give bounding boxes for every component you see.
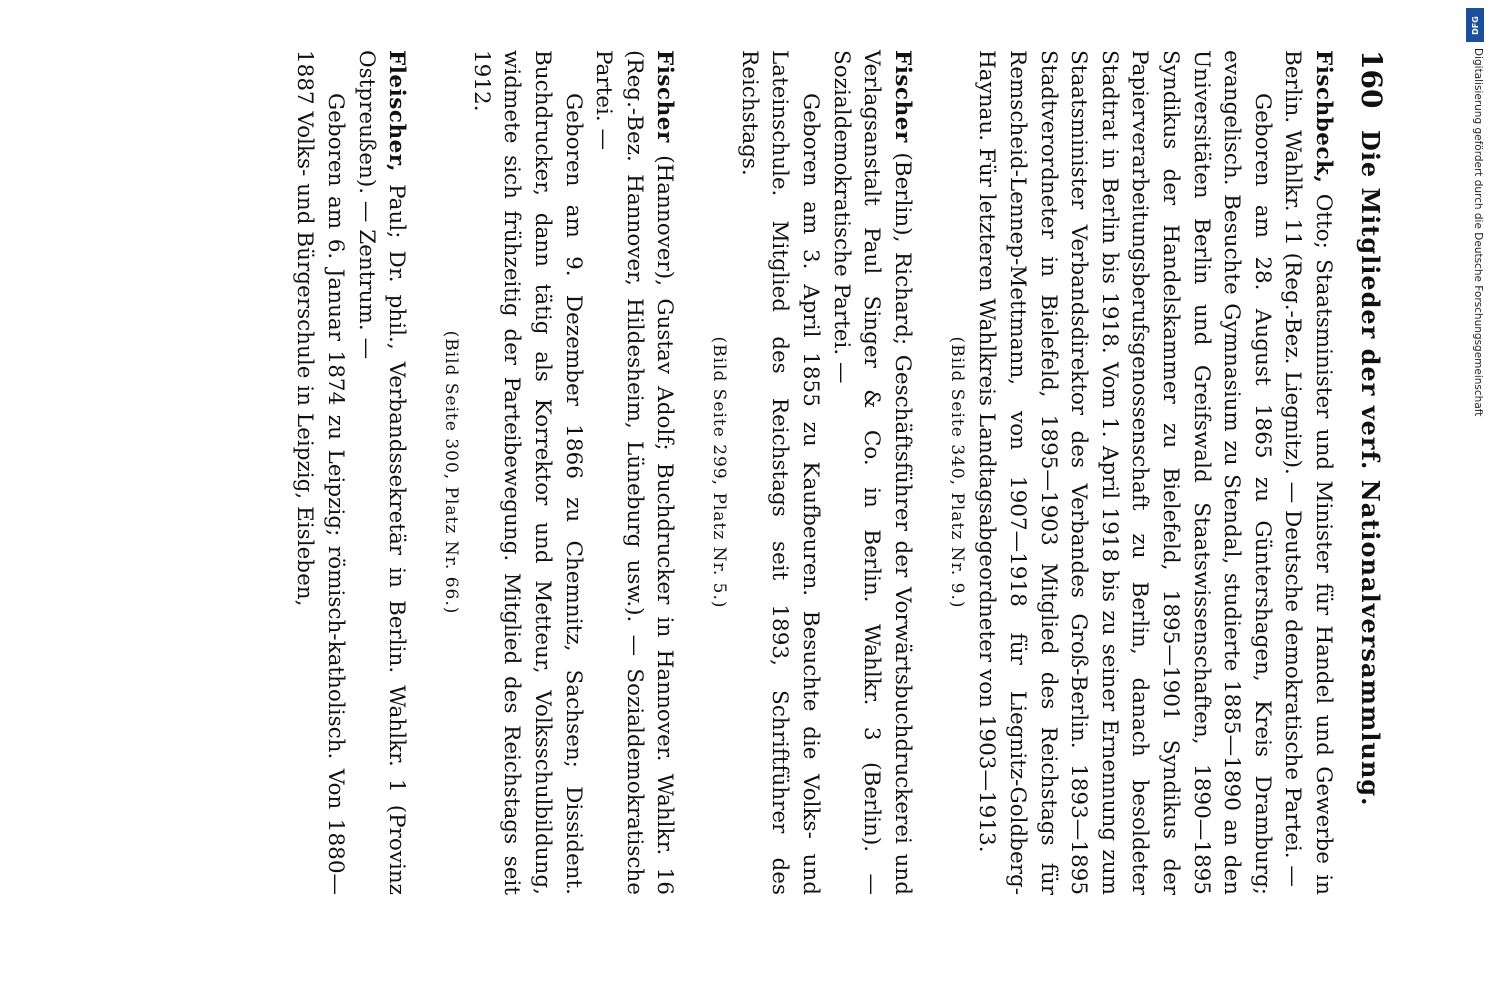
page-body xyxy=(88,50,1388,895)
entry-name: Fleischer, xyxy=(384,50,410,173)
page-number: 160 xyxy=(1355,50,1388,109)
funding-notice: Digitalisierung gefördert durch die Deutsche Forschungsgemeinschaft xyxy=(1472,48,1484,417)
biography-entry xyxy=(947,50,1338,895)
entry-summary: Paul; Dr. phil., Verbandssekretär in Berlin. Wahlkr. 1 (Provinz Ostpreußen). — Zentrum. — xyxy=(353,50,410,895)
image-reference: (Bild Seite 299, Platz Nr. 5.) xyxy=(709,336,730,609)
digitization-stamp xyxy=(1462,8,1488,428)
image-reference: (Bild Seite 340, Platz Nr. 9.) xyxy=(946,336,967,609)
entry-biography: Geboren am 9. Dezember 1866 zu Chemnitz, Sachsen; Dissident. Buchdrucker, dann tätig als Korrektor und Metteur, Volksschulbildung, widmete sich frühzeitig der Parteibewegung. Mitglied des Reichstags seit 1912. xyxy=(468,50,586,895)
entry-biography: Geboren am 3. April 1855 zu Kaufbeuren. Besuchte die Volks- und Lateinschule. Mitglied des Reichstags seit 1893, Schriftführer des Reichstags. xyxy=(736,50,824,895)
entry-name: Fischbeck, xyxy=(1311,50,1336,184)
entry-biography: Geboren am 28. August 1865 zu Güntershagen, Kreis Dramburg; evangelisch. Besuchte Gymnasium zu Stendal, studierte 1885—1890 an den Universitäten Berlin und Greifswald Staatswissenschaften, 1890—1895 Syndikus der Handelskammer zu Bielefeld, 1895—1901 Syndikus der Papierverarbeitungsberufsgenossenschaft zu Berlin, danach besoldeter Stadtrat in Berlin bis 1918. Vom 1. April 1918 bis zu seiner Ernennung zum Staatsminister Verbandsdirektor des Verbandes Groß-Berlin. 1893—1895 Stadtverordneter in Bielefeld, 1895—1903 Mitglied des Reichstags für Remscheid-Lennep-Mettmann, von 1907—1918 für Liegnitz-Goldberg-Haynau. Für letzteren Wahlkreis Landtagsabgeordneter von 1903—1913. xyxy=(974,50,1275,895)
page-header xyxy=(1354,50,1388,895)
entry-summary: (Berlin), Richard; Geschäftsführer der Vorwärtsbuchdruckerei und Verlagsanstalt Paul Singer & Co. in Berlin. Wahlkr. 3 (Berlin). — Sozialdemokratische Partei. — xyxy=(828,50,915,895)
biography-entry xyxy=(289,50,411,895)
biography-entry xyxy=(709,50,917,895)
entry-name: Fischer xyxy=(652,50,678,143)
entry-biography: Geboren am 6. Januar 1874 zu Leipzig; römisch-katholisch. Von 1880—1887 Volks- und Bürgerschule in Leipzig, Eisleben, xyxy=(292,50,348,895)
running-head: Die Mitglieder der verf. Nationalversammlung. xyxy=(1356,130,1385,807)
dfg-logo: DFG xyxy=(1466,8,1484,42)
biography-entry xyxy=(441,50,679,895)
image-reference: (Bild Seite 300, Platz Nr. 66.) xyxy=(441,330,462,615)
entry-summary: Otto; Staatsminister und Minister für Handel und Gewerbe in Berlin. Wahlkr. 11 (Reg.-Bez. Liegnitz). — Deutsche demokratische Partei. — xyxy=(1280,50,1336,895)
entry-name: Fischer xyxy=(889,50,915,143)
entry-summary: (Hannover), Gustav Adolf; Buchdrucker in Hannover. Wahlkr. 16 (Reg.-Bez. Hannover, Hildesheim, Lüneburg usw.). — Sozialdemokratische Partei. — xyxy=(591,50,678,895)
